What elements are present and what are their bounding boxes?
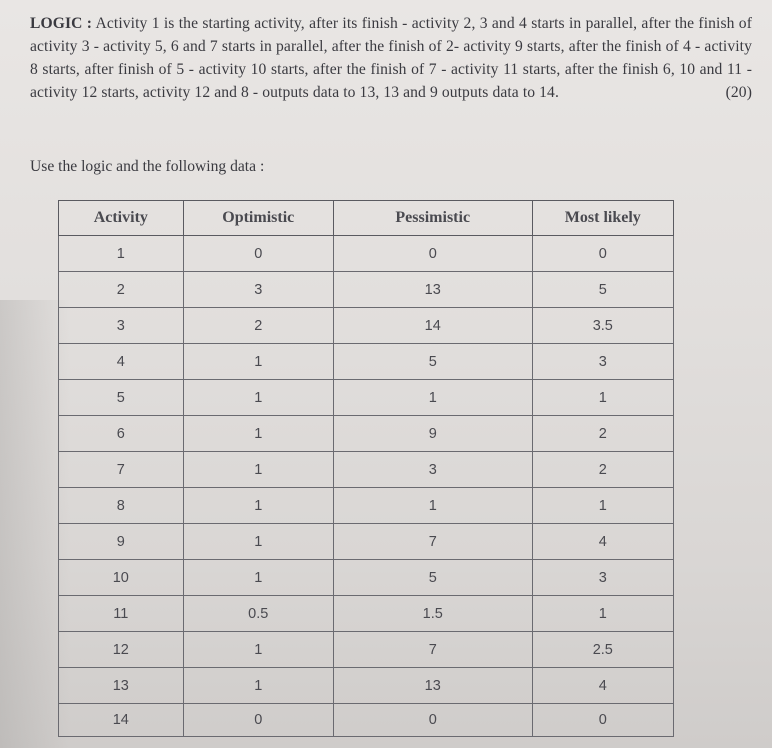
cell-optimistic: 1: [183, 524, 333, 560]
cell-most-likely: 0: [532, 704, 673, 737]
table-row: [59, 344, 674, 380]
cell-optimistic: 2: [183, 308, 333, 344]
table-row: [59, 416, 674, 452]
cell-optimistic: 1: [183, 668, 333, 704]
table-row: [59, 236, 674, 272]
cell-pessimistic: 7: [333, 524, 532, 560]
cell-most-likely: 2: [532, 452, 673, 488]
cell-optimistic: 1: [183, 560, 333, 596]
cell-activity: 10: [59, 560, 184, 596]
cell-activity: 8: [59, 488, 184, 524]
cell-pessimistic: 5: [333, 344, 532, 380]
activity-data-table: [58, 200, 674, 737]
cell-most-likely: 1: [532, 380, 673, 416]
cell-most-likely: 3.5: [532, 308, 673, 344]
question-marks: (20): [725, 84, 752, 101]
header-optimistic: Optimistic: [183, 201, 333, 236]
cell-most-likely: 5: [532, 272, 673, 308]
table-row: [59, 272, 674, 308]
cell-activity: 4: [59, 344, 184, 380]
cell-activity: 1: [59, 236, 184, 272]
cell-most-likely: 0: [532, 236, 673, 272]
cell-activity: 6: [59, 416, 184, 452]
cell-pessimistic: 13: [333, 668, 532, 704]
question-label: LOGIC :: [30, 15, 93, 32]
cell-activity: 14: [59, 704, 184, 737]
header-most-likely: Most likely: [532, 201, 673, 236]
cell-most-likely: 3: [532, 344, 673, 380]
cell-optimistic: 3: [183, 272, 333, 308]
cell-optimistic: 1: [183, 488, 333, 524]
cell-optimistic: 0.5: [183, 596, 333, 632]
cell-activity: 13: [59, 668, 184, 704]
cell-activity: 5: [59, 380, 184, 416]
cell-activity: 9: [59, 524, 184, 560]
table-row: [59, 668, 674, 704]
cell-most-likely: 3: [532, 560, 673, 596]
cell-pessimistic: 1.5: [333, 596, 532, 632]
table-row: [59, 596, 674, 632]
cell-optimistic: 1: [183, 632, 333, 668]
table-row: [59, 452, 674, 488]
table-header-row: [59, 201, 674, 236]
table-row: [59, 704, 674, 737]
cell-pessimistic: 0: [333, 236, 532, 272]
cell-pessimistic: 0: [333, 704, 532, 737]
cell-most-likely: 2: [532, 416, 673, 452]
table-row: [59, 380, 674, 416]
header-activity: Activity: [59, 201, 184, 236]
cell-pessimistic: 13: [333, 272, 532, 308]
table-row: [59, 524, 674, 560]
cell-activity: 12: [59, 632, 184, 668]
cell-pessimistic: 14: [333, 308, 532, 344]
cell-activity: 7: [59, 452, 184, 488]
cell-optimistic: 1: [183, 416, 333, 452]
table-row: [59, 632, 674, 668]
cell-activity: 2: [59, 272, 184, 308]
cell-pessimistic: 9: [333, 416, 532, 452]
data-intro: Use the logic and the following data :: [30, 158, 265, 175]
cell-pessimistic: 3: [333, 452, 532, 488]
question-text: Activity 1 is the starting activity, after its finish - activity 2, 3 and 4 starts in parallel, after the finish of activity 3 - activity 5, 6 and 7 starts in parallel, after the finish of 2- activity 9 starts, after the finish of 4 - activity 8 starts, after finish of 5 - activity 10 starts, after the finish of 7 - activity 11 starts, after the finish 6, 10 and 11 - activity 12 starts, activity 12 and 8 - outputs data to 13, 13 and 9 outputs data to 14.: [30, 15, 753, 101]
cell-optimistic: 1: [183, 452, 333, 488]
header-pessimistic: Pessimistic: [333, 201, 532, 236]
table-row: [59, 488, 674, 524]
cell-activity: 3: [59, 308, 184, 344]
cell-most-likely: 1: [532, 596, 673, 632]
table-row: [59, 560, 674, 596]
cell-pessimistic: 1: [333, 488, 532, 524]
cell-activity: 11: [59, 596, 184, 632]
cell-most-likely: 4: [532, 668, 673, 704]
cell-most-likely: 2.5: [532, 632, 673, 668]
question-paragraph: [30, 12, 752, 104]
cell-optimistic: 0: [183, 236, 333, 272]
cell-pessimistic: 5: [333, 560, 532, 596]
cell-most-likely: 4: [532, 524, 673, 560]
table-row: [59, 308, 674, 344]
cell-pessimistic: 7: [333, 632, 532, 668]
cell-most-likely: 1: [532, 488, 673, 524]
cell-optimistic: 1: [183, 380, 333, 416]
cell-pessimistic: 1: [333, 380, 532, 416]
cell-optimistic: 1: [183, 344, 333, 380]
cell-optimistic: 0: [183, 704, 333, 737]
